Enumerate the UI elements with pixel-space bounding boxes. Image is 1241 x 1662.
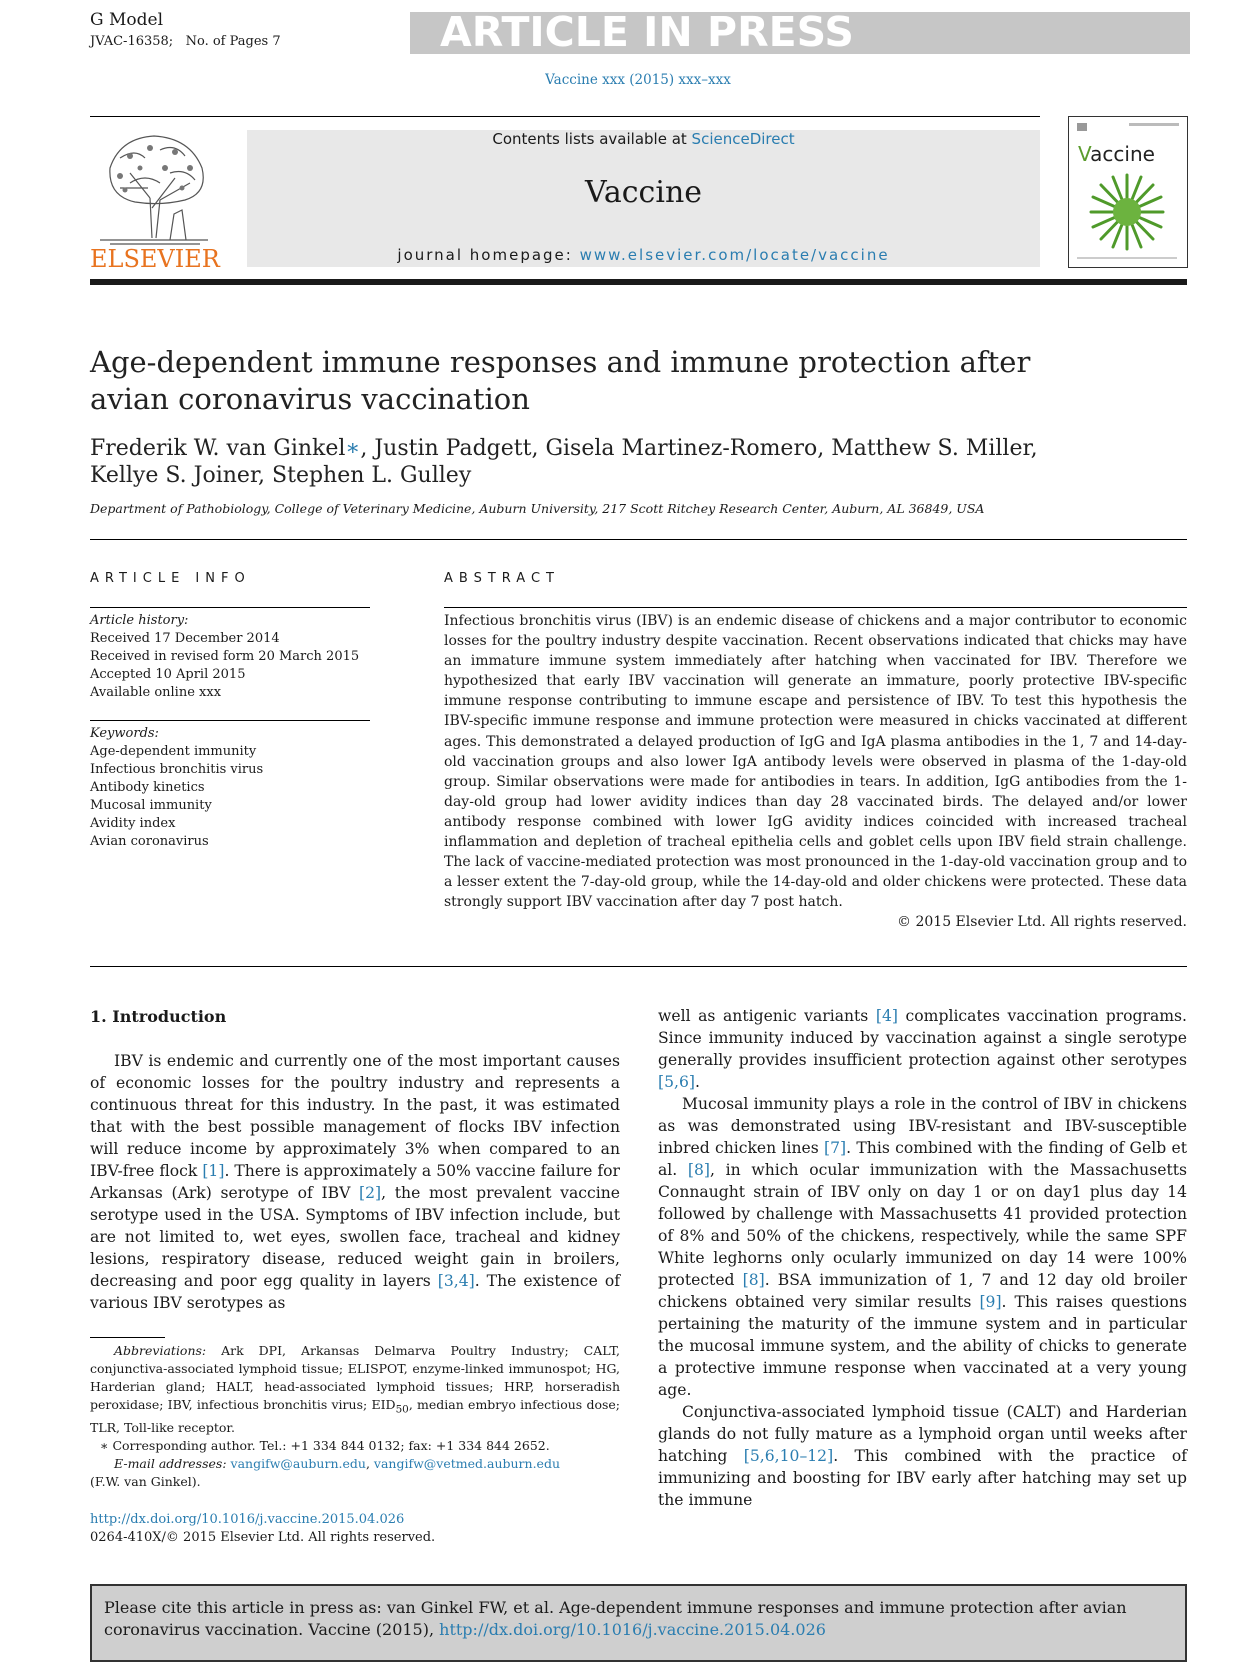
accepted-date: Accepted 10 April 2015	[90, 667, 246, 682]
citation-link[interactable]: [1]	[202, 1162, 225, 1180]
email-owner: (F.W. van Ginkel).	[90, 1473, 201, 1489]
authors-line-1-rest: , Justin Padgett, Gisela Martinez-Romero, Matthew S. Miller,	[360, 436, 1038, 461]
issn-copyright: 0264-410X/© 2015 Elsevier Ltd. All rights reserved.	[90, 1530, 436, 1545]
citation-link[interactable]: [3,4]	[437, 1272, 475, 1290]
online-date: Available online xxx	[90, 685, 222, 700]
keywords-rule	[90, 720, 370, 721]
cover-title-initial: V	[1078, 142, 1091, 166]
cover-title-rest: accine	[1090, 142, 1155, 166]
footnote-rule	[90, 1337, 165, 1338]
keyword-item: Avian coronavirus	[90, 834, 209, 849]
received-date: Received 17 December 2014	[90, 631, 280, 646]
intro-paragraph-1	[90, 1050, 620, 1314]
text-run: . BSA immunization of 1, 7 and 12 day old broiler chickens obtained very similar results	[658, 1271, 1187, 1311]
intro-paragraph-2	[658, 1093, 1187, 1401]
email-separator: ,	[365, 1455, 374, 1471]
virus-cover-image-icon	[1069, 117, 1187, 267]
abstract-copyright: © 2015 Elsevier Ltd. All rights reserved.	[897, 914, 1187, 930]
body-left-column	[90, 1050, 620, 1314]
article-history	[90, 612, 359, 702]
text-run: . There is approximately a 50% vaccine failure for Arkansas (Ark) serotype of IBV	[90, 1162, 620, 1202]
text-run: . This raises questions pertaining the maturity of the immune system and in particular the mucosal immune system, and the ability of chicks to generate a protective immune response when vaccinated at a very young age.	[658, 1293, 1187, 1399]
title-divider	[90, 539, 1187, 540]
subscript: 50	[395, 1403, 409, 1416]
intro-paragraph-3	[658, 1401, 1187, 1511]
journal-homepage	[247, 246, 1040, 264]
article-title	[90, 344, 1090, 418]
text-run: . This combined with the finding of Gelb et al.	[658, 1139, 1187, 1179]
doi-block	[90, 1511, 435, 1547]
header-top-rule	[90, 116, 1040, 117]
section-heading-introduction: 1. Introduction	[90, 1007, 227, 1026]
journal-title: Vaccine	[584, 175, 703, 210]
citation-link[interactable]: [7]	[824, 1139, 847, 1157]
keyword-item: Infectious bronchitis virus	[90, 762, 264, 777]
article-title-line-1: Age-dependent immune responses and immune protection after	[90, 345, 1031, 379]
authors-line-2: Kellye S. Joiner, Stephen L. Gulley	[90, 463, 472, 488]
corresponding-author: Frederik W. van Ginkel	[90, 436, 346, 461]
text-run: . This combined with the practice of immunizing and boosting for IBV early after hatching may set up the immune	[658, 1447, 1187, 1509]
article-info-rule	[90, 607, 370, 608]
sciencedirect-link[interactable]: ScienceDirect	[691, 130, 795, 148]
body-right-column	[658, 1005, 1187, 1511]
g-model-label: G Model	[90, 10, 164, 30]
text-run: IBV is endemic and currently one of the most important causes of economic losses for the poultry industry and represents a continuous threat for this industry. In the past, it was estimated that with the best possible management of flocks IBV infection will reduce income by approximately 3% when compared to an IBV-free flock	[90, 1052, 620, 1180]
text-run: Conjunctiva-associated lymphoid tissue (CALT) and Harderian glands do not fully mature as a lymphoid organ until weeks after hatching	[658, 1403, 1187, 1465]
homepage-link[interactable]: www.elsevier.com/locate/vaccine	[579, 246, 890, 264]
footnotes	[90, 1342, 620, 1491]
citation-doi-link[interactable]: http://dx.doi.org/10.1016/j.vaccine.2015.04.026	[439, 1620, 826, 1639]
citation-link[interactable]: [5,6,10–12]	[743, 1447, 834, 1465]
abbreviations-label: Abbreviations:	[114, 1343, 207, 1358]
article-title-line-2: avian coronavirus vaccination	[90, 382, 530, 416]
article-info-heading: ARTICLE INFO	[90, 571, 251, 586]
keyword-item: Avidity index	[90, 816, 176, 831]
keyword-item: Antibody kinetics	[90, 780, 205, 795]
abstract-heading: ABSTRACT	[444, 571, 560, 586]
email-link[interactable]: vangifw@vetmed.auburn.edu	[373, 1455, 560, 1471]
manuscript-id	[90, 34, 281, 49]
keywords-block	[90, 725, 263, 851]
keyword-item: Age-dependent immunity	[90, 744, 257, 759]
text-run: .	[694, 1073, 700, 1091]
citation-link[interactable]: [2]	[359, 1184, 382, 1202]
elsevier-wordmark: ELSEVIER	[90, 245, 220, 273]
homepage-prefix: journal homepage:	[397, 246, 580, 264]
citation-link[interactable]: [4]	[875, 1007, 898, 1025]
email-footnote	[90, 1455, 620, 1473]
email-label: E-mail addresses:	[114, 1455, 227, 1471]
revised-date: Received in revised form 20 March 2015	[90, 649, 360, 664]
author-list	[90, 435, 1090, 489]
header-thick-rule	[90, 279, 1187, 285]
citation-link[interactable]: [8]	[687, 1161, 711, 1179]
abstract-divider	[90, 966, 1187, 967]
intro-paragraph-1-continued	[658, 1005, 1187, 1093]
text-run: , the most prevalent vaccine serotype used in the USA. Symptoms of IBV infection include, but are not limited to, wet eyes, swollen face, tracheal and kidney lesions, respiratory disease, reduced weight gain in broilers, decreasing and poor egg quality in layers	[90, 1184, 620, 1290]
abstract-text: Infectious bronchitis virus (IBV) is an endemic disease of chickens and a major contributor to economic losses for the poultry industry despite vaccination. Recent observations indicated that chicks may have an immature immune system immediately after hatching when vaccinated for IBV. Therefore we hypothesized that early IBV vaccination will generate an immature, poorly protective IBV-specific immune response contributing to immune escape and persistence of IBV. To test this hypothesis the IBV-specific immune response and immune protection were measured in chicks vaccinated at different ages. This demonstrated a delayed production of IgG and IgA plasma antibodies in the 1, 7 and 14-day-old vaccination groups and also lower IgA antibody levels were observed in plasma of the 1-day-old group. Similar observations were made for antibodies in tears. In addition, IgG antibodies from the 1-day-old group had lower avidity indices than day 28 vaccinated birds. The delayed and/or lower antibody response combined with lower IgG avidity indices coincided with increased tracheal inflammation and depletion of tracheal epithelia cells and goblet cells upon IBV field strain challenge. The lack of vaccine-mediated protection was most pronounced in the 1-day-old vaccination group and to a lesser extent the 7-day-old group, while the 14-day-old and older chickens were protected. These data strongly support IBV vaccination after day 7 post hatch.	[444, 613, 1187, 911]
citation-link[interactable]: [9]	[979, 1293, 1002, 1311]
text-run: well as antigenic variants	[658, 1007, 876, 1025]
text-run: . The existence of various IBV serotypes as	[90, 1272, 620, 1312]
email-link[interactable]: vangifw@auburn.edu	[230, 1455, 366, 1471]
cover-title	[1078, 142, 1155, 166]
text-run: Ark DPI, Arkansas Delmarva Poultry Industry; CALT, conjunctiva-associated lymphoid tissue; ELISPOT, enzyme-linked immunospot; HG, Harderian gland; HALT, head-associated lymphoid tissues; HRP, horseradish peroxidase; IBV, infectious bronchitis virus; EID	[90, 1343, 620, 1412]
article-in-press-text: ARTICLE IN PRESS	[440, 8, 854, 56]
keyword-item: Mucosal immunity	[90, 798, 212, 813]
citation-prefix: Please cite this article in press as: van Ginkel FW, et al. Age-dependent immune responses and immune protection after avian coronavirus vaccination. Vaccine (2015),	[104, 1598, 1127, 1639]
journal-reference-link[interactable]: Vaccine xxx (2015) xxx–xxx	[545, 72, 731, 88]
corresponding-author-marker[interactable]: ∗	[345, 436, 361, 461]
citation-link[interactable]: [5,6]	[658, 1073, 695, 1091]
text-run: Mucosal immunity plays a role in the control of IBV in chickens as was demonstrated using IBV-resistant and IBV-susceptible inbred chicken lines	[658, 1095, 1187, 1157]
citation-text	[104, 1597, 1179, 1641]
keywords-label: Keywords:	[90, 726, 159, 741]
contents-line	[247, 130, 1040, 148]
doi-link[interactable]: http://dx.doi.org/10.1016/j.vaccine.2015.04.026	[90, 1512, 405, 1527]
journal-cover-thumbnail[interactable]	[1068, 116, 1188, 268]
page-count: No. of Pages 7	[185, 34, 281, 49]
abbreviations-footnote	[90, 1342, 620, 1437]
jvac-code: JVAC-16358;	[90, 34, 174, 49]
contents-prefix: Contents lists available at	[492, 130, 692, 148]
text-run: , median embryo infectious dose; TLR, Toll-like receptor.	[90, 1397, 621, 1435]
text-run: , in which ocular immunization with the Massachusetts Connaught strain of IBV only on day 1 or on day1 plus day 14 followed by challenge with Massachusetts 41 provided protection of 8% and 50% of the chickens, respectively, while the same SPF White leghorns only ocularly immunized on day 14 were 100% protected	[658, 1161, 1187, 1289]
citation-link[interactable]: [8]	[742, 1271, 765, 1289]
history-label: Article history:	[90, 613, 189, 628]
affiliation: Department of Pathobiology, College of Veterinary Medicine, Auburn University, 217 Scott Ritchey Research Center, Auburn, AL 36849, USA	[90, 501, 985, 516]
corresponding-author-footnote: ∗ Corresponding author. Tel.: +1 334 844 0132; fax: +1 334 844 2652.	[100, 1437, 550, 1453]
abstract-rule	[444, 607, 1187, 608]
text-run: complicates vaccination programs. Since immunity induced by vaccination against a single serotype generally provides insufficient protection against other serotypes	[658, 1007, 1187, 1069]
